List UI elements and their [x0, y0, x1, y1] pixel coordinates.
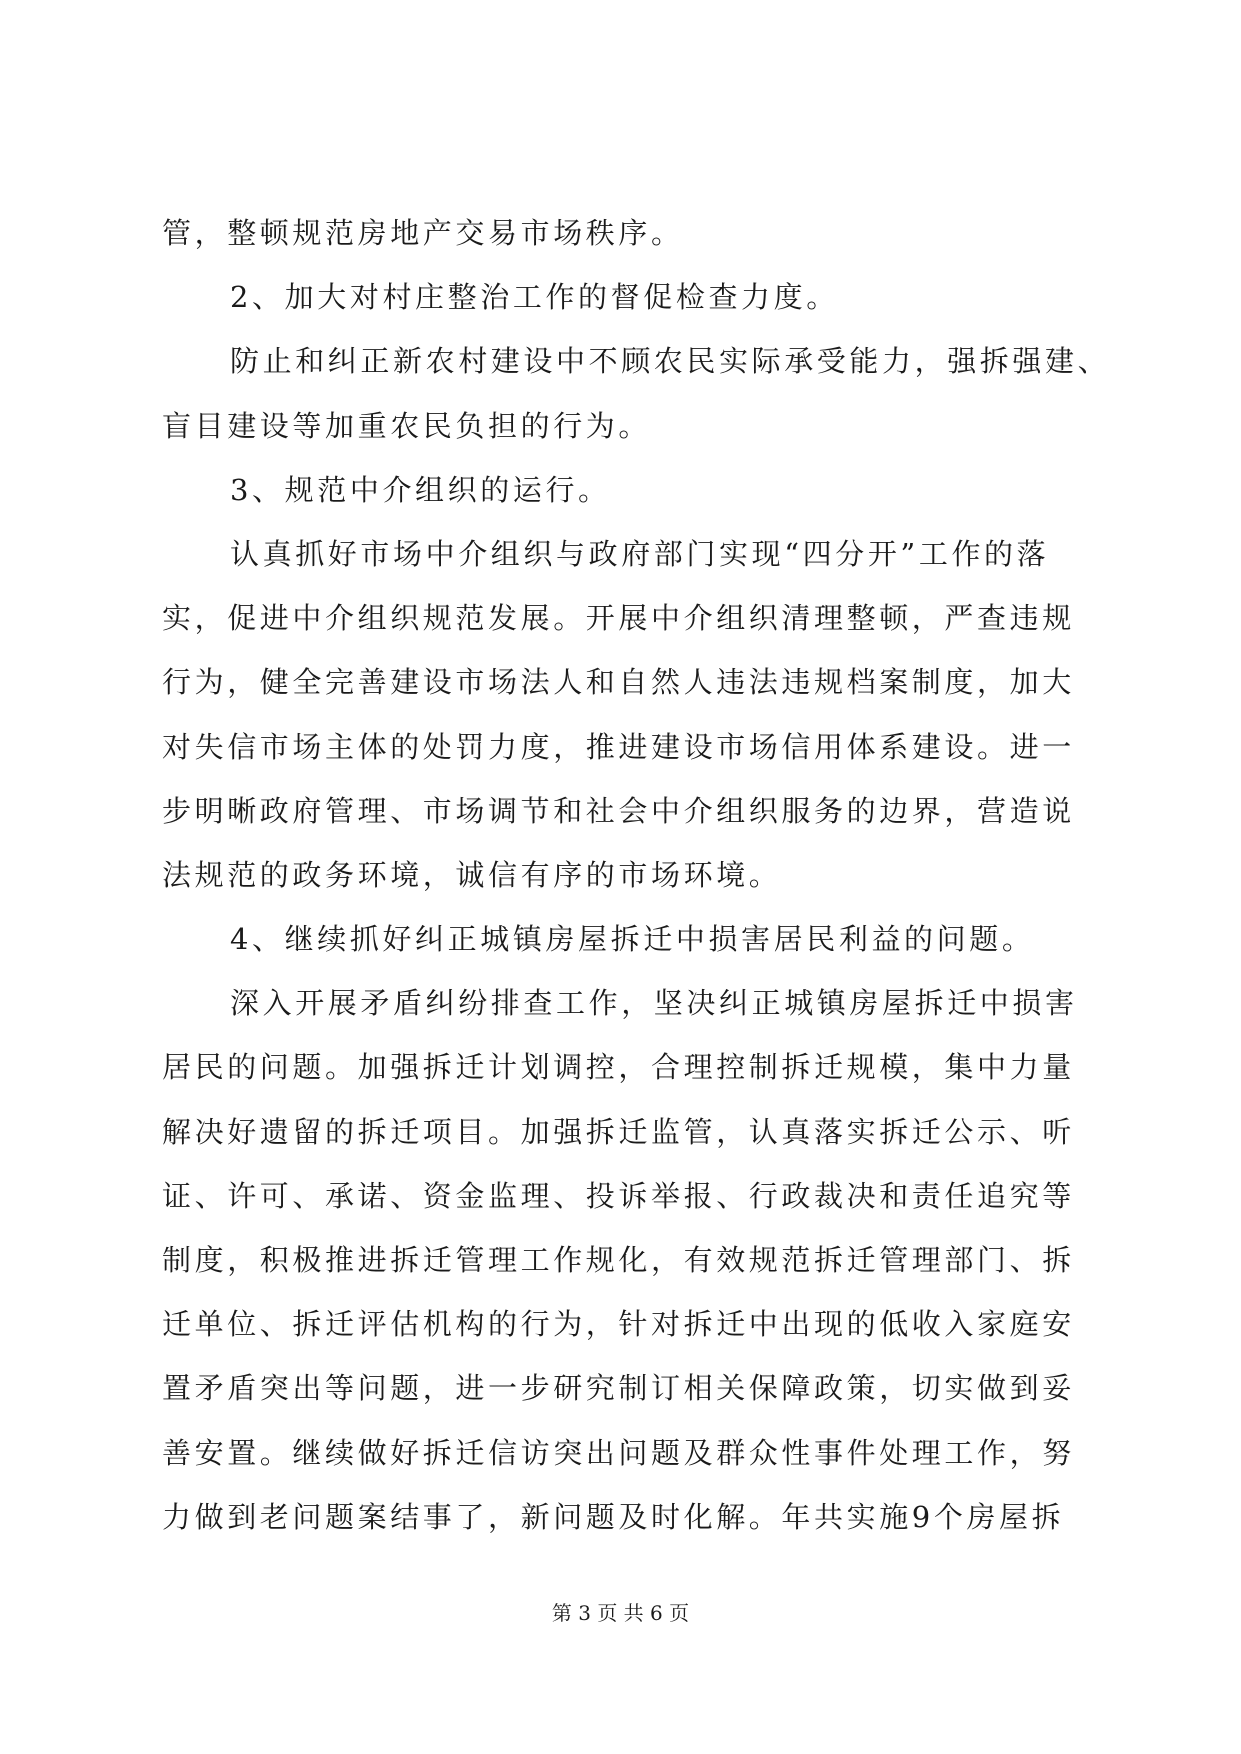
text-line-11: 法规范的政务环境，诚信有序的市场环境。	[162, 857, 782, 892]
page-footer	[0, 1600, 1241, 1626]
text-line-18: 迁单位、拆迁评估机构的行为，针对拆迁中出现的低收入家庭安	[162, 1307, 1075, 1342]
text-line-14: 居民的问题。加强拆迁计划调控，合理控制拆迁规模，集中力量	[162, 1050, 1075, 1085]
text-line-20: 善安置。继续做好拆迁信访突出问题及群众性事件处理工作，努	[162, 1435, 1075, 1470]
page-number-label: 第 3 页 共 6 页	[551, 1601, 690, 1625]
text-line-5: 3、规范中介组织的运行。	[230, 472, 611, 507]
text-line-16: 证、许可、承诺、资金监理、投诉举报、行政裁决和责任追究等	[162, 1178, 1075, 1213]
text-line-2: 2、加大对村庄整治工作的督促检查力度。	[230, 280, 839, 315]
text-line-19: 置矛盾突出等问题，进一步研究制订相关保障政策，切实做到妥	[162, 1371, 1075, 1406]
document-body	[162, 201, 1111, 1549]
text-line-8: 行为，健全完善建设市场法人和自然人违法违规档案制度，加大	[162, 665, 1075, 700]
text-line-6: 认真抓好市场中介组织与政府部门实现“四分开”工作的落	[230, 536, 1050, 571]
text-line-7: 实，促进中介组织规范发展。开展中介组织清理整顿，严查违规	[162, 601, 1075, 636]
text-line-4: 盲目建设等加重农民负担的行为。	[162, 408, 652, 443]
text-line-17: 制度，积极推进拆迁管理工作规化，有效规范拆迁管理部门、拆	[162, 1243, 1075, 1277]
text-line-9: 对失信市场主体的处罚力度，推进建设市场信用体系建设。进一	[162, 729, 1075, 764]
text-line-1: 管，整顿规范房地产交易市场秩序。	[162, 216, 684, 250]
text-line-15: 解决好遗留的拆迁项目。加强拆迁监管，认真落实拆迁公示、听	[162, 1114, 1075, 1149]
text-line-3: 防止和纠正新农村建设中不顾农民实际承受能力，强拆强建、	[230, 344, 1111, 379]
text-line-13: 深入开展矛盾纠纷排查工作，坚决纠正城镇房屋拆迁中损害	[230, 986, 1078, 1021]
text-line-10: 步明晰政府管理、市场调节和社会中介组织服务的边界，营造说	[162, 793, 1075, 828]
text-line-21: 力做到老问题案结事了，新问题及时化解。年共实施9个房屋拆	[162, 1499, 1065, 1534]
text-line-12: 4、继续抓好纠正城镇房屋拆迁中损害居民利益的问题。	[230, 922, 1035, 957]
